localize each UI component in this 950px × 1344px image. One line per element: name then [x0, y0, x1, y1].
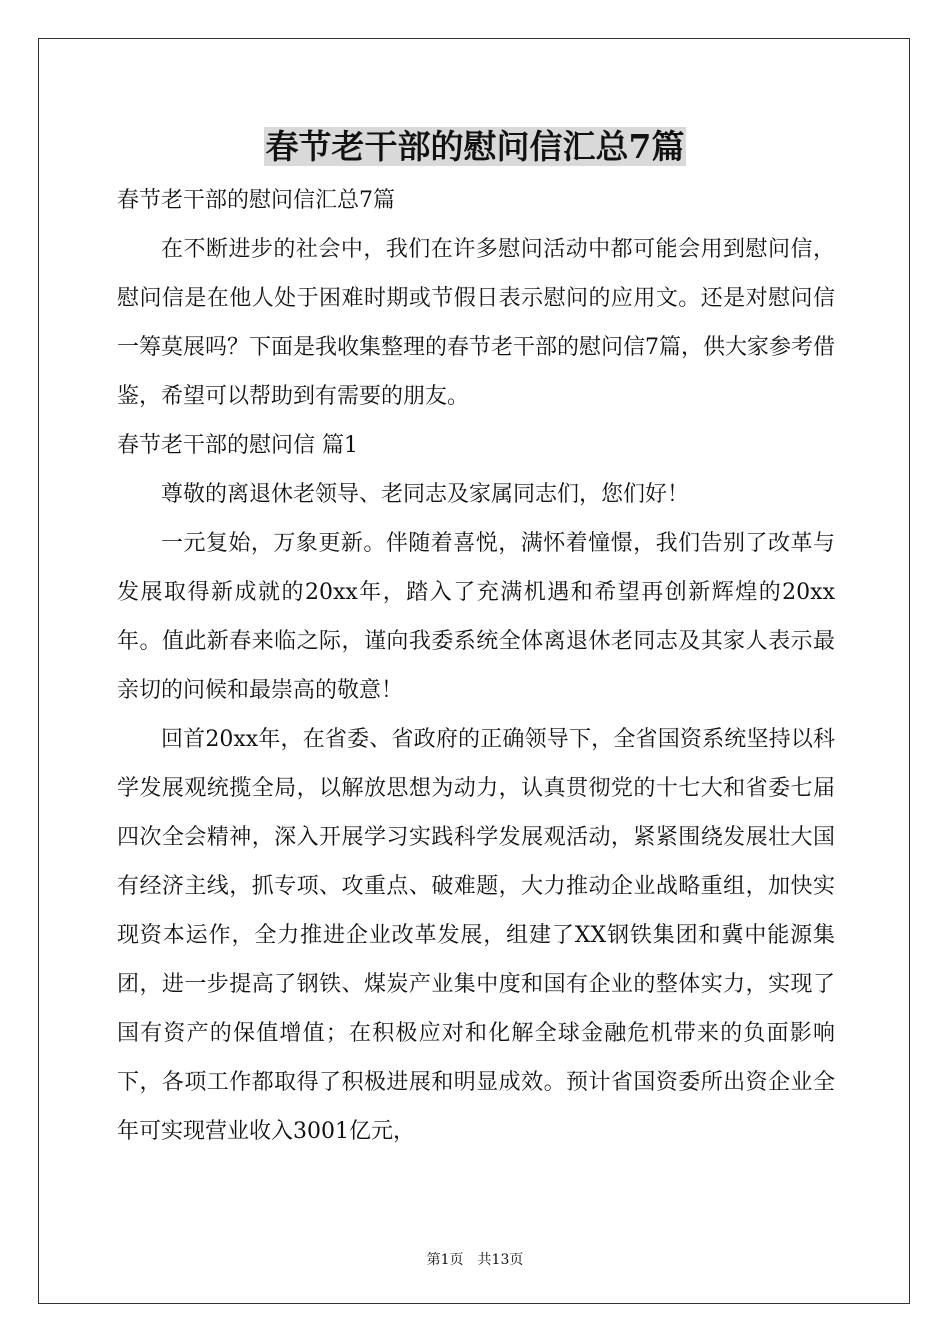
body-paragraph: 一元复始，万象更新。伴随着喜悦，满怀着憧憬，我们告别了改革与发展取得新成就的20xx年，踏入了充满机遇和希望再创新辉煌的20xx年。值此新春来临之际，谨向我委系统全体离退休老同志及其家人表示最亲切的问候和最崇高的敬意！: [117, 531, 835, 703]
subtitle-line: 春节老干部的慰问信汇总7篇: [117, 188, 395, 213]
document-body: [117, 176, 835, 1156]
salutation-paragraph: 尊敬的离退休老领导、老同志及家属同志们，您们好！: [161, 482, 690, 507]
section-heading: 春节老干部的慰问信 篇1: [117, 433, 358, 458]
page-footer: [0, 1250, 950, 1270]
page-number: 第1页: [426, 1252, 464, 1268]
document-title-text: 春节老干部的慰问信汇总7篇: [265, 127, 685, 166]
document-title: [0, 122, 950, 172]
page-total: 共13页: [477, 1252, 524, 1268]
body-paragraph: 回首20xx年，在省委、省政府的正确领导下，全省国资系统坚持以科学发展观统揽全局，以解放思想为动力，认真贯彻党的十七大和省委七届四次全会精神，深入开展学习实践科学发展观活动，紧紧围绕发展壮大国有经济主线，抓专项、攻重点、破难题，大力推动企业战略重组，加快实现资本运作，全力推进企业改革发展，组建了XX钢铁集团和冀中能源集团，进一步提高了钢铁、煤炭产业集中度和国有企业的整体实力，实现了国有资产的保值增值；在积极应对和化解全球金融危机带来的负面影响下，各项工作都取得了积极进展和明显成效。预计省国资委所出资企业全年可实现营业收入3001亿元，: [117, 727, 835, 1144]
intro-paragraph: 在不断进步的社会中，我们在许多慰问活动中都可能会用到慰问信，慰问信是在他人处于困难时期或节假日表示慰问的应用文。还是对慰问信一筹莫展吗？下面是我收集整理的春节老干部的慰问信7篇，供大家参考借鉴，希望可以帮助到有需要的朋友。: [117, 237, 835, 409]
